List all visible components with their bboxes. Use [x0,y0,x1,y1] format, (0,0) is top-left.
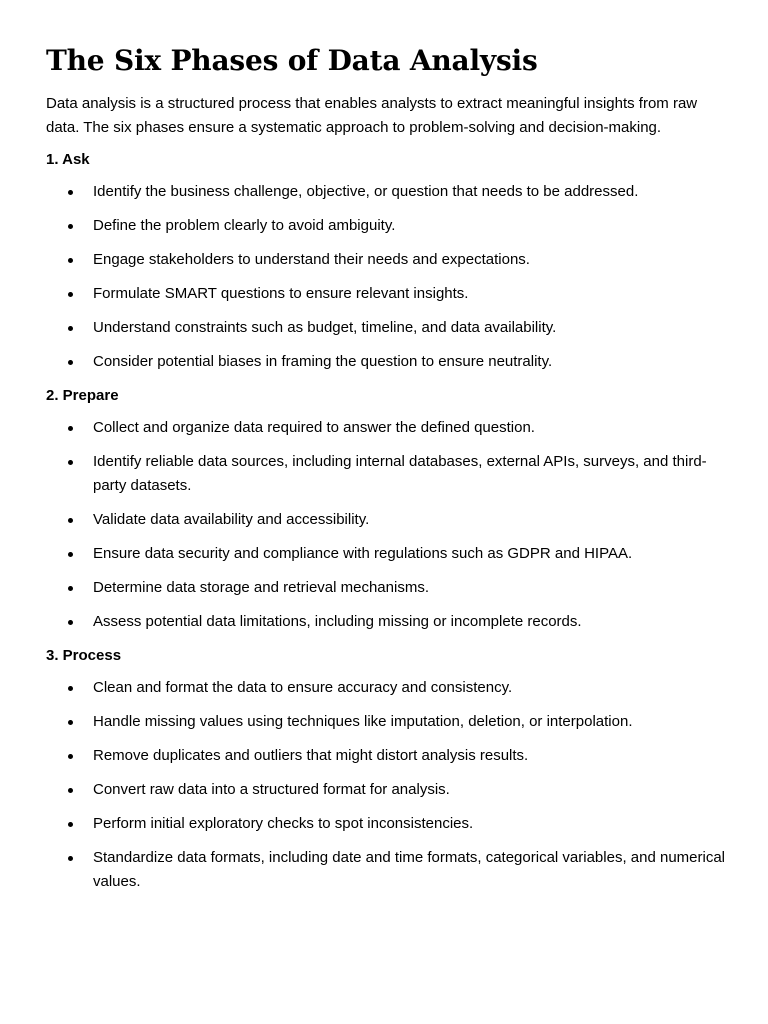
bullet-icon [68,552,73,557]
list-item-text: Collect and organize data required to answer the defined question. [93,419,535,436]
document-page [46,40,726,904]
list-item [46,416,726,440]
list-item [46,610,726,634]
list-item [46,282,726,306]
document-title: The Six Phases of Data Analysis [46,44,538,77]
section-heading: 3. Process [46,647,122,664]
list-item-text: Perform initial exploratory checks to spot inconsistencies. [93,815,474,832]
list-item [46,576,726,600]
list-item [46,778,726,802]
list-item-text: Handle missing values using techniques like imputation, deletion, or interpolation. [93,713,633,730]
bullet-icon [68,686,73,691]
list-item-text: Remove duplicates and outliers that might distort analysis results. [93,747,529,764]
bullet-icon [68,620,73,625]
bullet-list [46,180,726,374]
list-item [46,744,726,768]
list-item-text: Engage stakeholders to understand their needs and expectations. [93,251,530,268]
list-item [46,180,726,204]
section-prepare [46,384,726,634]
bullet-icon [68,190,73,195]
bullet-icon [68,720,73,725]
list-item-text: Determine data storage and retrieval mechanisms. [93,579,429,596]
bullet-icon [68,586,73,591]
section-process [46,644,726,894]
list-item-text: Assess potential data limitations, including missing or incomplete records. [93,613,582,630]
list-item-text: Standardize data formats, including date and time formats, categorical variables, and numerical values. [93,849,725,890]
list-item [46,542,726,566]
bullet-icon [68,788,73,793]
list-item-text: Convert raw data into a structured format for analysis. [93,781,450,798]
list-item [46,316,726,340]
list-item-text: Formulate SMART questions to ensure relevant insights. [93,285,469,302]
bullet-icon [68,326,73,331]
list-item-text: Understand constraints such as budget, timeline, and data availability. [93,319,557,336]
list-item [46,450,726,498]
bullet-icon [68,856,73,861]
list-item-text: Identify the business challenge, objective, or question that needs to be addressed. [93,183,639,200]
bullet-icon [68,518,73,523]
bullet-icon [68,754,73,759]
list-item [46,248,726,272]
list-item [46,676,726,700]
section-heading: 1. Ask [46,151,90,168]
section-heading: 2. Prepare [46,387,119,404]
list-item [46,508,726,532]
list-item-text: Ensure data security and compliance with regulations such as GDPR and HIPAA. [93,545,633,562]
intro-paragraph: Data analysis is a structured process that enables analysts to extract meaningful insights from raw data. The six phases ensure a systematic approach to problem-solving and decision-making. [46,95,698,136]
list-item [46,214,726,238]
bullet-icon [68,258,73,263]
bullet-icon [68,822,73,827]
list-item [46,710,726,734]
list-item-text: Consider potential biases in framing the question to ensure neutrality. [93,353,553,370]
bullet-list [46,416,726,634]
list-item [46,846,726,894]
section-ask [46,148,726,374]
bullet-icon [68,426,73,431]
bullet-list [46,676,726,894]
bullet-icon [68,292,73,297]
bullet-icon [68,224,73,229]
bullet-icon [68,360,73,365]
list-item-text: Clean and format the data to ensure accuracy and consistency. [93,679,513,696]
list-item-text: Identify reliable data sources, including internal databases, external APIs, surveys, and third-party datasets. [93,453,707,494]
bullet-icon [68,460,73,465]
list-item [46,812,726,836]
list-item-text: Define the problem clearly to avoid ambiguity. [93,217,396,234]
list-item [46,350,726,374]
list-item-text: Validate data availability and accessibility. [93,511,370,528]
